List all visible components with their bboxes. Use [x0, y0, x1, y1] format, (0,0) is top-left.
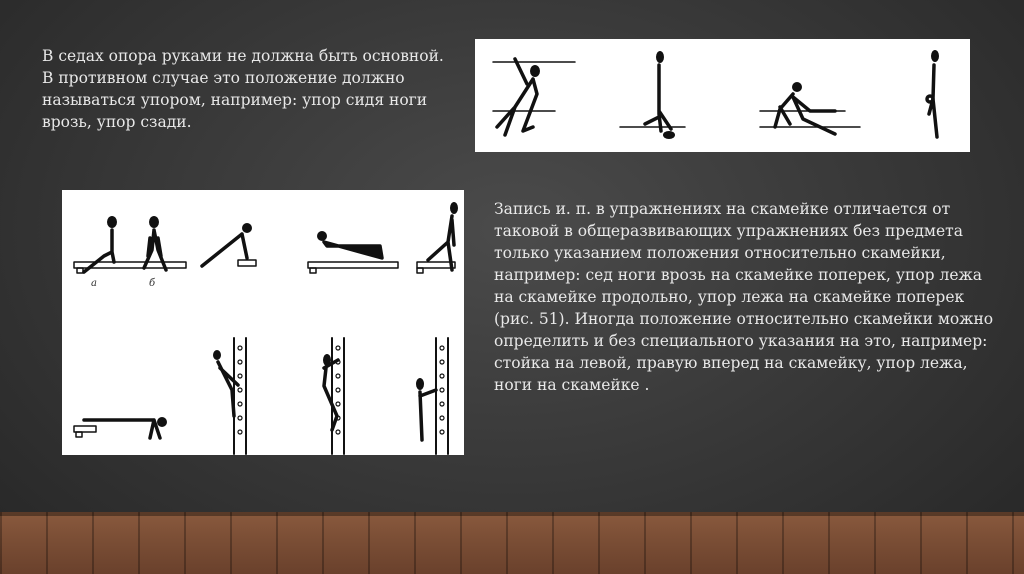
wooden-floor	[0, 512, 1024, 574]
bench-exercises-drawing	[62, 190, 464, 455]
figure-label-b: б	[149, 278, 156, 289]
illustration-seated-positions	[475, 39, 970, 152]
top-left-text: В седах опора руками не должна быть основной. В противном случае это положение должно называться упором, например: упор сидя ноги врозь, упор сзади.	[42, 47, 444, 131]
figure-label-a: а	[91, 278, 97, 289]
seated-positions-drawing	[475, 39, 970, 152]
illustration-bench-exercises	[62, 190, 464, 455]
right-text: Запись и. п. в упражнениях на скамейке отличается от таковой в общеразвивающих упражнениях без предмета только указанием положения относительно скамейки, например: сед ноги врозь на скамейке поперек, упор лежа на скамейке продольно, упор лежа на скамейке поперек (рис. 51). Иногда положение относительно скамейки можно определить и без специального указания на это, например: стойка на левой, правую вперед на скамейку, упор лежа, ноги на скамейке .	[494, 200, 994, 394]
